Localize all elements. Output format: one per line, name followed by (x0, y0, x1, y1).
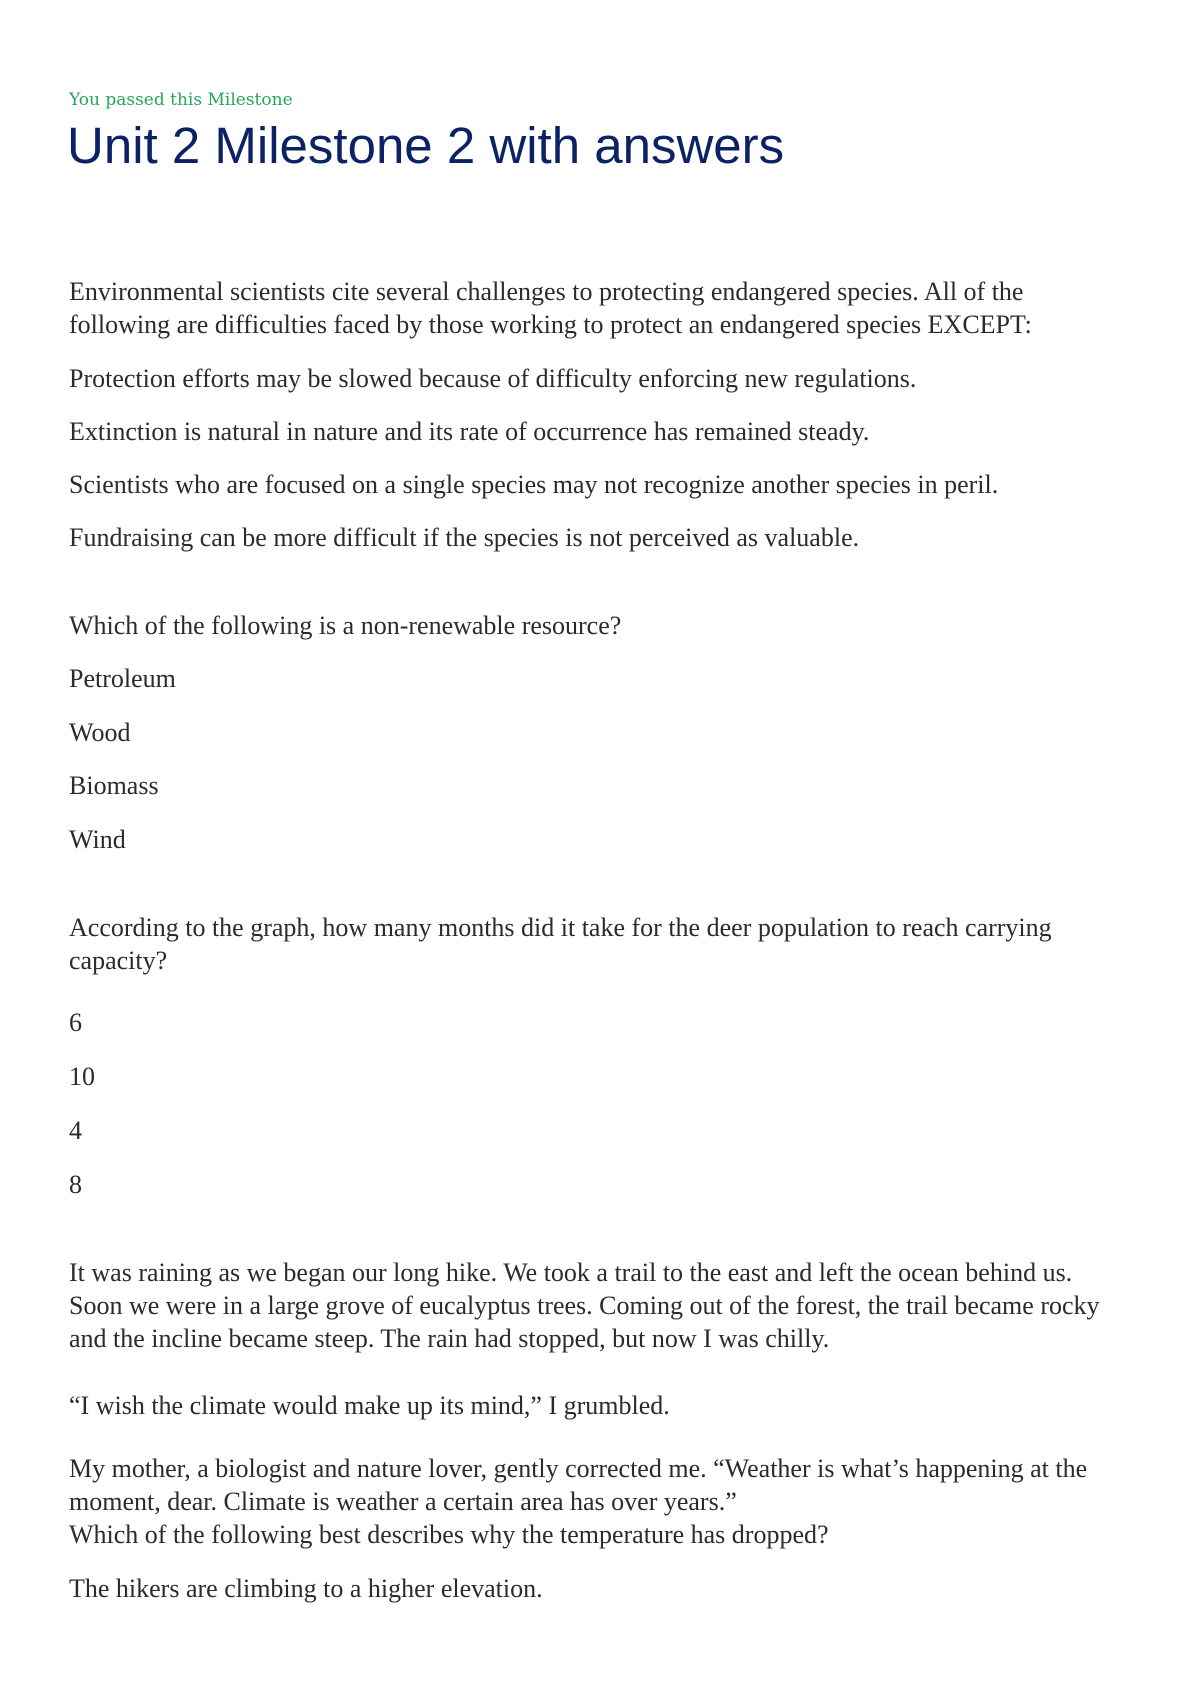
question-3-option-1[interactable]: 6 (69, 1008, 82, 1037)
question-3-option-2[interactable]: 10 (69, 1062, 95, 1091)
question-2-option-1[interactable]: Petroleum (69, 664, 176, 693)
question-1-option-4[interactable]: Fundraising can be more difficult if the species is not perceived as valuable. (69, 523, 860, 552)
question-1-option-2[interactable]: Extinction is natural in nature and its rate of occurrence has remained steady. (69, 417, 870, 446)
question-4-passage-2: “I wish the climate would make up its mind,” I grumbled. (69, 1391, 670, 1420)
question-2-option-2[interactable]: Wood (69, 718, 131, 747)
question-2-option-3[interactable]: Biomass (69, 771, 159, 800)
question-2-option-4[interactable]: Wind (69, 825, 126, 854)
question-3-option-4[interactable]: 8 (69, 1170, 82, 1199)
milestone-status: You passed this Milestone (69, 90, 293, 110)
page-title: Unit 2 Milestone 2 with answers (67, 117, 785, 174)
question-4-passage-1: It was raining as we began our long hike. We took a trail to the east and left the ocean behind us. Soon we were in a large grove of eucalyptus trees. Coming out of the forest, the trail became rocky and the incline became steep. The rain had stopped, but now I was chilly. (69, 1258, 1100, 1353)
question-3-option-3[interactable]: 4 (69, 1116, 82, 1145)
question-4-passage-3: My mother, a biologist and nature lover, gently corrected me. “Weather is what’s happening at the moment, dear. Climate is weather a certain area has over years.” (69, 1454, 1088, 1516)
question-2-prompt: Which of the following is a non-renewable resource? (69, 611, 622, 640)
question-4-option-1[interactable]: The hikers are climbing to a higher elevation. (69, 1574, 543, 1603)
question-1-option-1[interactable]: Protection efforts may be slowed because of difficulty enforcing new regulations. (69, 364, 917, 393)
question-4-prompt: Which of the following best describes why the temperature has dropped? (69, 1520, 829, 1549)
question-1-prompt: Environmental scientists cite several challenges to protecting endangered species. All of the following are difficulties faced by those working to protect an endangered species EXCEPT: (69, 277, 1032, 339)
question-1-option-3[interactable]: Scientists who are focused on a single species may not recognize another species in peril. (69, 470, 999, 499)
question-3-prompt: According to the graph, how many months did it take for the deer population to reach carrying capacity? (69, 913, 1052, 975)
